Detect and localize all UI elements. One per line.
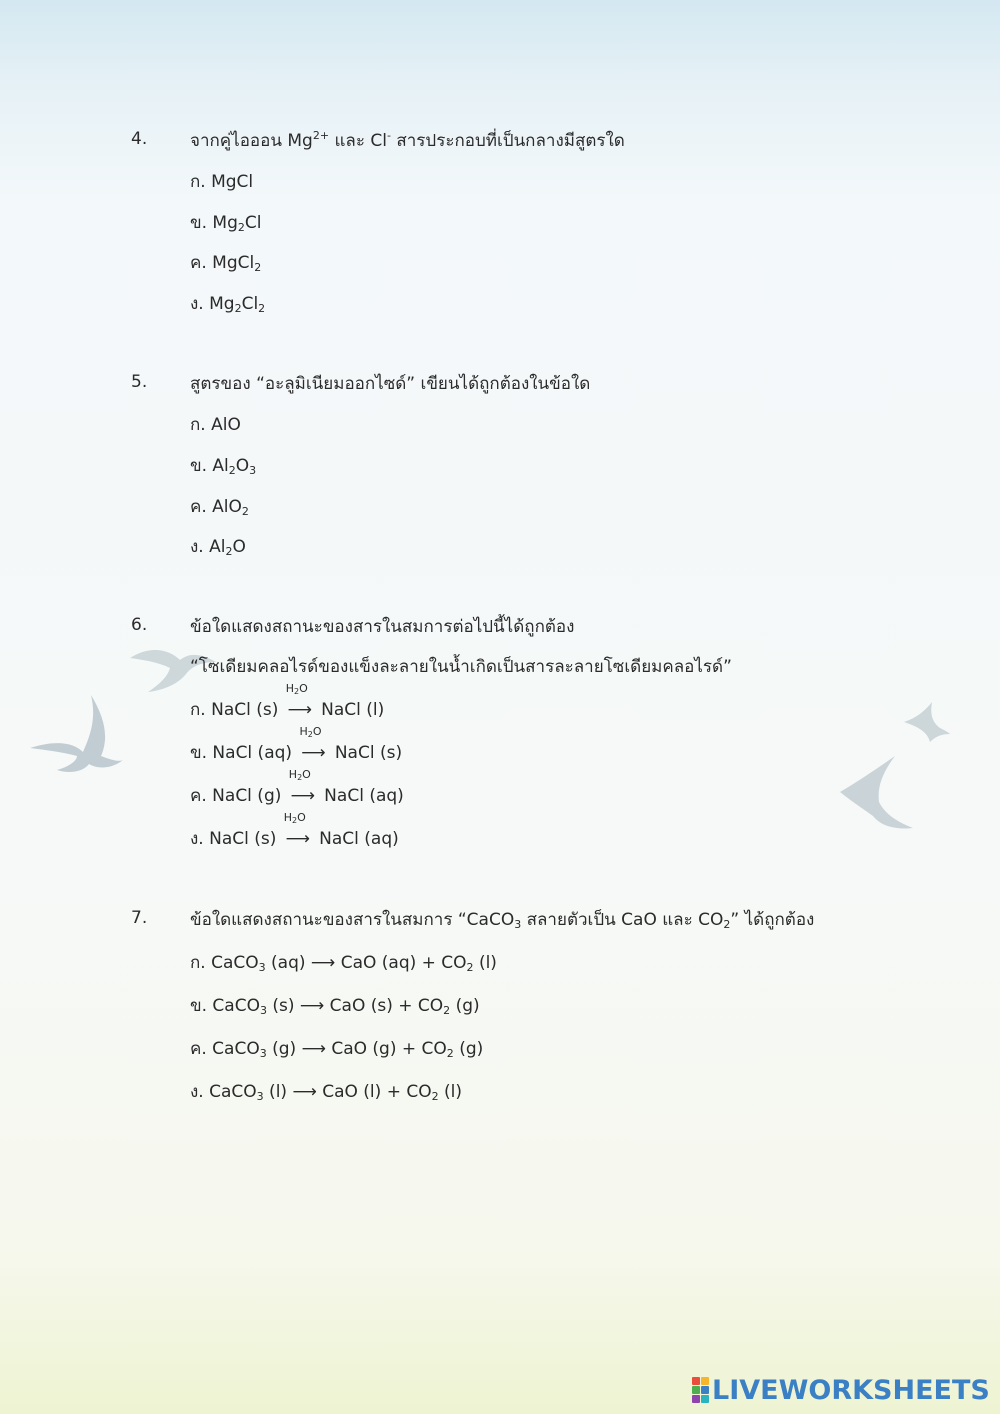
arrow-condition: $H_2O$	[283, 811, 306, 825]
answer-option[interactable]: ค. AlO$_2$	[190, 497, 249, 518]
arrow-condition: $H_2O$	[299, 725, 322, 739]
answer-option[interactable]: ข. $Mg_2Cl$	[190, 213, 262, 234]
answer-option[interactable]: ข. $Al_2O_3$	[190, 456, 257, 477]
answer-option[interactable]: ข. CaCO$_3$ (s) ⟶ CaO $(s) + CO_2$ (g)	[190, 996, 480, 1017]
question-number: 5.	[131, 372, 148, 392]
product: NaCl (aq)	[318, 786, 404, 806]
answer-option[interactable]: ก. MgCl	[190, 172, 254, 192]
bird-decoration-left	[25, 690, 125, 780]
product: NaCl (aq)	[313, 829, 399, 849]
answer-option[interactable]	[190, 768, 404, 809]
answer-option[interactable]	[190, 811, 399, 852]
product: NaCl (l)	[315, 700, 385, 720]
answer-option[interactable]: ก. AlO	[190, 415, 241, 435]
answer-option[interactable]: ง. $Mg_2Cl_2$	[190, 294, 266, 315]
reactant: ก. NaCl (s)	[190, 700, 284, 720]
answer-option[interactable]: ง. CaCO$_3$ (l) ⟶ CaO $(l) + CO_2$ (l)	[190, 1082, 462, 1103]
arrow-condition: $H_2O$	[285, 682, 308, 696]
answer-option[interactable]	[190, 725, 403, 766]
question-text: ข้อใดแสดงสถานะของสารในสมการต่อไปนี้ได้ถูกต้อง	[190, 617, 575, 637]
reactant: ข. NaCl (aq)	[190, 743, 298, 763]
question-text: จากคู่ไอออน $Mg^{2+}$ และ Cl- สารประกอบที่เป็นกลางมีสูตรใด	[190, 129, 625, 151]
reactant: ง. NaCl (s)	[190, 829, 282, 849]
question-text: สูตรของ “อะลูมิเนียมออกไซด์” เขียนได้ถูกต้องในข้อใด	[190, 374, 591, 394]
reactant: ค. NaCl (g)	[190, 786, 287, 806]
product: NaCl (s)	[329, 743, 403, 763]
reaction-arrow: $H_2O$ ⟶	[283, 811, 310, 849]
question-number: 4.	[131, 129, 148, 149]
logo-text: LIVEWORKSHEETS	[712, 1374, 990, 1406]
question-statement: “โซเดียมคลอไรด์ของแข็งละลายในน้ำเกิดเป็นสารละลายโซเดียมคลอไรด์”	[190, 657, 732, 677]
bird-decoration-right	[835, 752, 915, 837]
answer-option[interactable]: ค. MgCl$_2$	[190, 253, 262, 274]
bird-decoration-right-small	[902, 700, 952, 745]
reaction-arrow: $H_2O$ ⟶	[288, 768, 315, 806]
question-number: 7.	[131, 908, 148, 928]
arrow-condition: $H_2O$	[288, 768, 311, 782]
question-text: ข้อใดแสดงสถานะของสารในสมการ “CaCO$_3$ สลายตัวเป็น CaO และ $CO_2$” ได้ถูกต้อง	[190, 910, 815, 931]
reaction-arrow: $H_2O$ ⟶	[285, 682, 312, 720]
answer-option[interactable]: ง. $Al_2O$	[190, 537, 246, 558]
reaction-arrow: $H_2O$ ⟶	[299, 725, 326, 763]
question-number: 6.	[131, 615, 148, 635]
answer-option[interactable]	[190, 682, 385, 723]
answer-option[interactable]: ค. CaCO$_3$ (g) ⟶ CaO $(g) + CO_2$ (g)	[190, 1039, 484, 1060]
liveworksheets-logo	[692, 1374, 990, 1406]
answer-option[interactable]: ก. CaCO$_3$ (aq) ⟶ CaO $(aq) + CO_2$ (l)	[190, 953, 497, 974]
logo-icon	[692, 1377, 708, 1403]
